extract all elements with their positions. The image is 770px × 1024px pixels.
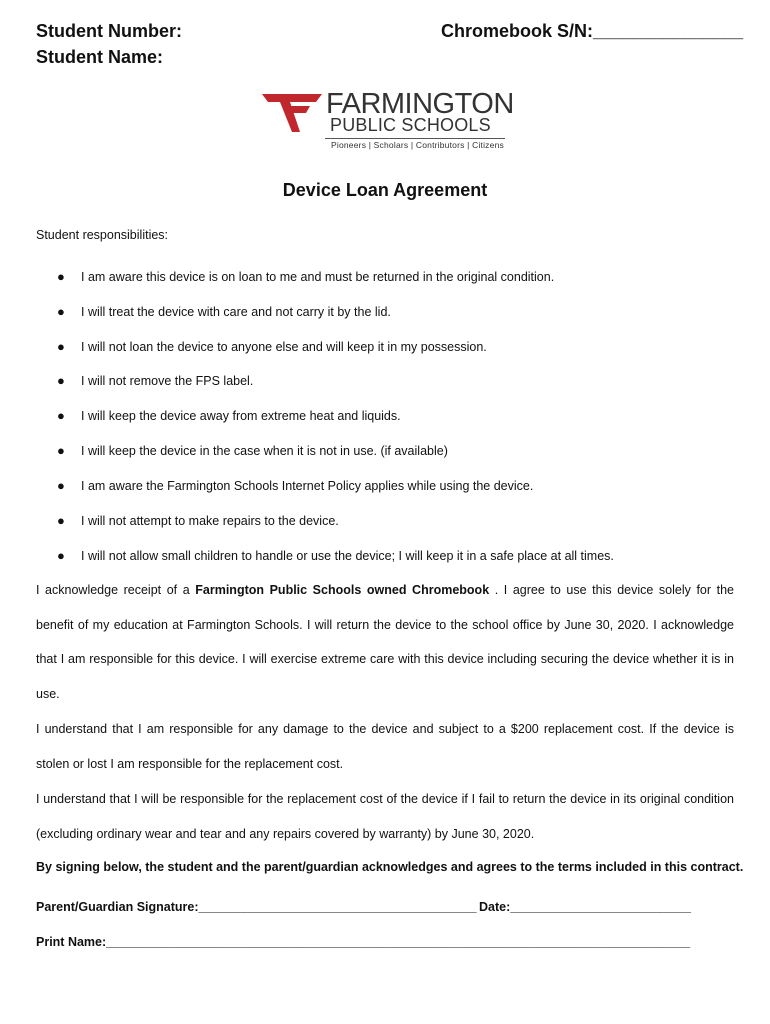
- student-number-label: Student Number:: [36, 21, 182, 41]
- damage-responsibility-paragraph: I understand that I am responsible for any damage to the device and subject to a $200 replacement cost. If the device is stolen or lost I am responsible for the replacement cost.: [36, 722, 734, 771]
- print-name-field: Print Name:____________________________________________________________________________________: [36, 935, 691, 949]
- agreement-statement: By signing below, the student and the parent/guardian acknowledges and agrees to the terms included in this contract.: [36, 860, 744, 874]
- bullet-icon: ●: [57, 478, 65, 493]
- bullet-icon: ●: [57, 408, 65, 423]
- bullet-icon: ●: [57, 304, 65, 319]
- bullet-icon: ●: [57, 339, 65, 354]
- logo-line1: FARMINGTON: [326, 88, 514, 120]
- bullet-icon: ●: [57, 443, 65, 458]
- chromebook-sn-label: Chromebook S/N:_______________: [441, 21, 744, 41]
- bullet-icon: ●: [57, 513, 65, 528]
- page-title: Device Loan Agreement: [282, 180, 488, 200]
- logo-divider: [325, 138, 505, 139]
- responsibilities-label: Student responsibilities:: [36, 228, 169, 242]
- acknowledgement-paragraph: I acknowledge receipt of a Farmington Public Schools owned Chromebook . I agree to use this device solely for the benefit of my education at Farmington Schools. I will return the device to the school office by June 30, 2020. I acknowledge that I am responsible for this device. I will exercise extreme care with this device including securing the device whether it is in use.: [36, 583, 735, 701]
- logo-tagline: Pioneers | Scholars | Contributors | Citizens: [331, 140, 504, 150]
- parent-signature-field: Parent/Guardian Signature:________________________________________: [36, 900, 477, 914]
- logo-line2: PUBLIC SCHOOLS: [330, 115, 491, 135]
- student-name-label: Student Name:: [36, 47, 164, 67]
- bullet-icon: ●: [57, 373, 65, 388]
- replacement-cost-paragraph: I understand that I will be responsible for the replacement cost of the device if I fail to return the device in its original condition (excluding ordinary wear and tear and any repairs covered by warranty) by June 30, 2020.: [36, 792, 734, 841]
- bullet-icon: ●: [57, 548, 65, 563]
- bullet-icon: ●: [57, 269, 65, 284]
- fps-logo-mark-icon: [262, 86, 326, 136]
- chromebook-ownership-emphasis: Farmington Public Schools owned Chromebook: [195, 583, 490, 597]
- date-field: Date:__________________________: [479, 900, 692, 914]
